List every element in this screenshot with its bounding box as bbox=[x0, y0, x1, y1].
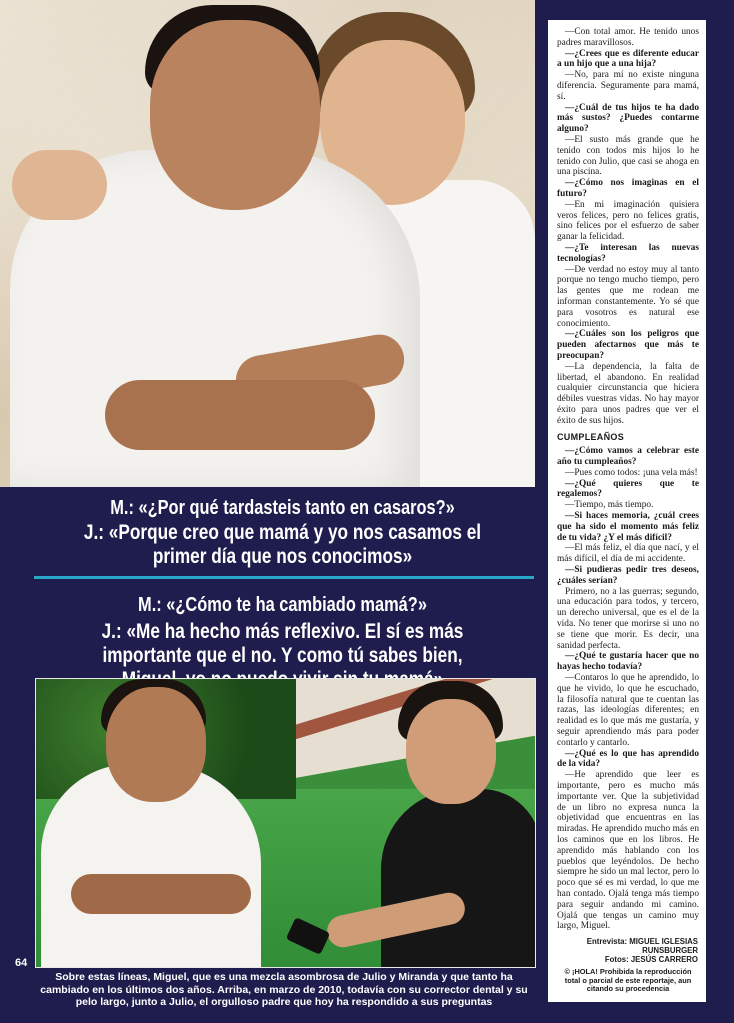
bottom-photo bbox=[35, 678, 536, 968]
page-number: 64 bbox=[15, 957, 28, 969]
answer-paragraph: —En mi imaginación quisiera veros felices, pero no felices gratis, sino felices por el esfuerzo de saber ganar la felicidad. bbox=[557, 199, 699, 243]
answer-paragraph: —He aprendido que leer es importante, pero es mucho más importante ver. Que la subjetividad de un libro no expresa nunca la objetividad que encuentras en las miradas. He aprendido mucho más en los caminos que en los libros. He aprendido más hablando con los pueblos que leyéndolos. De hecho siempre he sido un mal lector, pero lo poco que sé es mi verdad, lo que me han contado. Ojalá tenga más tiempo para seguir andando mi camino. Ojalá que tengas un camino muy largo, Miguel. bbox=[557, 770, 699, 932]
question: —¿Qué quieres que te regalemos? bbox=[557, 478, 699, 500]
boy-black-shirt bbox=[381, 789, 536, 968]
boy-face bbox=[406, 699, 496, 804]
question: —¿Qué es lo que has aprendido de la vida? bbox=[557, 748, 699, 770]
interview-credit: Entrevista: MIGUEL IGLESIAS RUNSBURGER bbox=[586, 937, 698, 955]
answer-paragraph: —Pues como todos: ¡una vela más! bbox=[565, 467, 698, 478]
answer-paragraph: —El susto más grande que he tenido con todos mis hijos lo he tenido con Julio, que casi se ahoga en una piscina. bbox=[557, 134, 699, 178]
answer-paragraph: —Contaros lo que he aprendido, lo que he vivido, lo que he escuchado, la filosofía natural que te cuentan las razas, las ideologías diferentes; en realidad es lo que más me gustaría, y seguir aprendiendo más para poder contarlo y cantarlo. bbox=[557, 673, 699, 748]
question: —¿Cómo nos imaginas en el futuro? bbox=[557, 178, 699, 199]
man-crossed-arms bbox=[71, 874, 251, 914]
man-face bbox=[150, 20, 320, 210]
question: —¿Cuáles son los peligros que pueden afectarnos que más te preocupan? bbox=[557, 329, 699, 361]
answer-paragraph: —La dependencia, la falta de libertad, el abandono. En realidad cualquier circunstancia que hiciera débiles vuestras vidas. No hay mayor éxito para unos padres que ver el éxito de sus hijos. bbox=[557, 361, 699, 426]
question: —Si haces memoria, ¿cuál crees que ha sido el momento más feliz de tu vida? ¿Y el más difícil? bbox=[557, 511, 699, 543]
answer-paragraph: —De verdad no estoy muy al tanto porque no tengo mucho tiempo, pero las gentes que me rodean me informan constantemente. Yo sé que para vosotros es natural ese conocimiento. bbox=[557, 264, 699, 329]
photo-credit: Fotos: JESÚS CARRERO bbox=[604, 955, 698, 964]
top-photo bbox=[0, 0, 535, 487]
boy-hand bbox=[12, 150, 107, 220]
quote-2-question: M.: «¿Cómo te ha cambiado mamá?» bbox=[138, 594, 427, 616]
answer-paragraph: —Con total amor. He tenido unos padres maravillosos. bbox=[557, 27, 699, 48]
question: —Si pudieras pedir tres deseos, ¿cuáles serían? bbox=[557, 565, 699, 586]
section-heading: CUMPLEAÑOS bbox=[557, 432, 625, 443]
answer-paragraph: —El más feliz, el día que nací, y el más difícil, el día de mi accidente. bbox=[557, 543, 699, 565]
interview-text bbox=[557, 27, 699, 932]
photo-caption: Sobre estas líneas, Miguel, que es una mezcla asombrosa de Julio y Miranda y que tanto ha cambiado en los últimos dos años. Arriba, en marzo de 2010, todavía con su corrector dental y su pelo largo, junto a Julio, el orgulloso padre que hoy ha respondido a sus preguntas bbox=[40, 971, 528, 1008]
quote-1-answer: J.: «Porque creo que mamá y yo nos casamos el primer día que nos conocimos» bbox=[83, 521, 482, 568]
question: —¿Cuál de tus hijos te ha dado más sustos? ¿Puedes contarme alguno? bbox=[557, 102, 699, 135]
credits bbox=[558, 937, 698, 964]
answer-paragraph: —No, para mí no existe ninguna diferencia. Seguramente para mamá, sí. bbox=[557, 70, 699, 102]
quote-2-answer: J.: «Me ha hecho más reflexivo. El sí es más importante que el no. Y como tú sabes bien, bbox=[101, 620, 464, 667]
man-crossed-arms bbox=[105, 380, 375, 450]
quote-divider bbox=[34, 576, 534, 579]
question: —¿Te interesan las nuevas tecnologías? bbox=[557, 242, 699, 264]
man-face bbox=[106, 687, 206, 802]
copyright-notice: © ¡HOLA! Prohibida la reproducción total o parcial de este reportaje, aun citando su procedencia bbox=[564, 967, 692, 994]
question: —¿Qué te gustaría hacer que no hayas hecho todavía? bbox=[557, 651, 699, 673]
answer-paragraph: —Tiempo, más tiempo. bbox=[565, 500, 654, 511]
question: —¿Cómo vamos a celebrar este año tu cumpleaños? bbox=[557, 446, 699, 468]
answer-paragraph: Primero, no a las guerras; segundo, una educación para todos, y tercero, un derecho universal, que es el de la vida. No tener que morirse si uno no se tiene que morir. Es decir, una sanidad perfecta. bbox=[557, 586, 699, 651]
question: —¿Crees que es diferente educar a un hijo que a una hija? bbox=[557, 48, 699, 70]
quote-1-question: M.: «¿Por qué tardasteis tanto en casaros?» bbox=[110, 497, 455, 519]
